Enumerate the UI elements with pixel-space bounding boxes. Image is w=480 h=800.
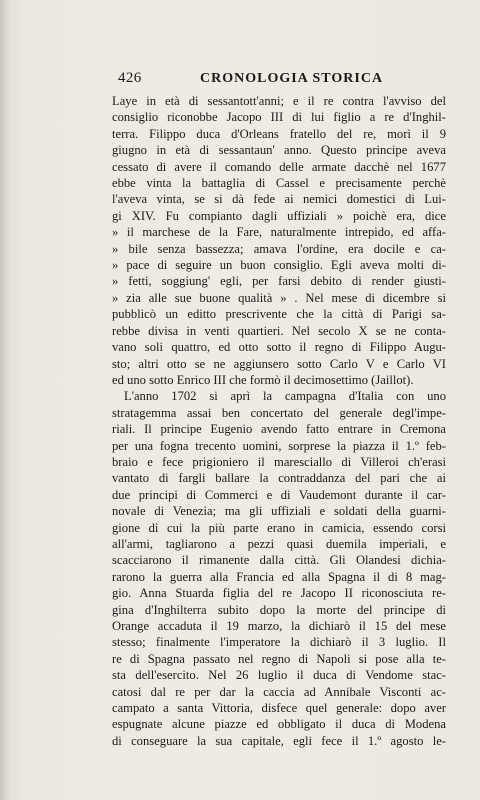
text-line: stratagemma assai ben concertato del generale degl'impe- <box>112 405 446 420</box>
page-header <box>118 70 444 87</box>
text-line: » pace di seguire un buon consiglio. Egli aveva molti di- <box>112 258 446 273</box>
text-line: rebbe divisa in venti quartieri. Nel secolo X se ne conta- <box>112 323 446 338</box>
text-line: due principi di Commerci e di Vaudemont durante il car- <box>112 487 446 502</box>
text-line: gio. Anna Stuarda figlia del re Jacopo II riconosciuta re- <box>112 586 446 601</box>
text-line: espugnate alcune piazze ed obbligato il duca di Modena <box>112 717 446 732</box>
text-line: » il marchese de la Fare, naturalmente intrepido, ed affa- <box>112 225 446 240</box>
text-line: l'aveva vinta, se si dà fede ai nemici domestici di Lui- <box>112 192 446 207</box>
text-line: vantato di fargli ballare la contraddanza del pari che ai <box>112 471 446 486</box>
text-line: gi XIV. Fu compianto dagli uffiziali » poichè era, dice <box>112 208 446 223</box>
text-line: rarono la guerra alla Francia ed alla Spagna il di 8 mag- <box>112 569 446 584</box>
body-text <box>112 93 446 749</box>
text-line: campato a santa Vittoria, disfece quel generale: dopo aver <box>112 701 446 716</box>
page-number: 426 <box>118 70 142 86</box>
text-line: gione di cui la più parte erano in camicia, essendo corsi <box>112 520 446 535</box>
text-line: novale di Venezia; ma gli uffiziali e soldati della guarni- <box>112 504 446 519</box>
text-line: scacciarono il rimanente dalla città. Gli Olandesi dichia- <box>112 553 446 568</box>
text-line: consiglio riconobbe Jacopo III di lui figlio a re d'Inghil- <box>112 110 446 125</box>
text-line: sto; altri otto se ne aggiunsero sotto Carlo V e Carlo VI <box>112 356 446 371</box>
text-line: stesso; finalmente l'imperatore la dichiarò il 3 luglio. Il <box>112 635 446 650</box>
text-line: giugno in età di sessantaun' anno. Questo principe aveva <box>112 143 446 158</box>
text-line: L'anno 1702 si aprì la campagna d'Italia con uno <box>124 389 446 404</box>
text-line: catosi dal re per dar la caccia ad Annibale Visconti ac- <box>112 684 446 699</box>
text-line: re di Spagna passato nel regno di Napoli si pose alla te- <box>112 651 446 666</box>
text-line: per una fogna trecento uomini, sorprese la piazza il 1.º feb- <box>112 438 446 453</box>
text-line: ed uno sotto Enrico III che formò il decimosettimo (Jaillot). <box>112 372 414 387</box>
text-line: riali. Il principe Eugenio avendo fatto entrare in Cremona <box>112 422 446 437</box>
paragraph-1 <box>112 93 446 388</box>
text-line: all'armi, tagliarono a pezzi quasi duemila imperiali, e <box>112 536 446 551</box>
running-title: CRONOLOGIA STORICA <box>200 71 384 86</box>
text-line: di conseguare la sua capitale, egli fece il 1.º agosto le- <box>112 733 446 748</box>
text-line: » zia alle sue buone qualità » . Nel mese di dicembre si <box>112 290 446 305</box>
text-line: braio e fece prigioniero il maresciallo di Villeroi ch'erasi <box>112 454 446 469</box>
text-line: » fetti, soggiung' egli, per farsi debito di render giusti- <box>112 274 446 289</box>
text-line: ebbe vinta la battaglia di Cassel e precisamente perchè <box>112 176 446 191</box>
text-line: terra. Filippo duca d'Orleans fratello del re, morì il 9 <box>112 126 446 141</box>
text-line: Laye in età di sessantott'anni; e il re contra l'avviso del <box>112 94 446 108</box>
text-line: cessato di avere il comando delle armate dacchè nel 1677 <box>112 159 446 174</box>
text-line: pubblicò un editto prescrivente che la città di Parigi sa- <box>112 307 446 322</box>
text-line: » bile senza bassezza; amava l'ordine, era docile e ca- <box>112 241 446 256</box>
page-edge-shadow <box>0 0 10 800</box>
text-line: sta dell'esercito. Nel 26 luglio il duca di Vendome stac- <box>112 668 446 683</box>
text-line: gina d'Inghilterra subito dopo la morte del principe di <box>112 602 446 617</box>
paragraph-2 <box>112 388 446 749</box>
text-line: Orange accaduta il 19 marzo, la dichiarò il 15 del mese <box>112 619 446 633</box>
text-line: vano soli quattro, ed otto sotto il regno di Filippo Augu- <box>112 340 446 355</box>
